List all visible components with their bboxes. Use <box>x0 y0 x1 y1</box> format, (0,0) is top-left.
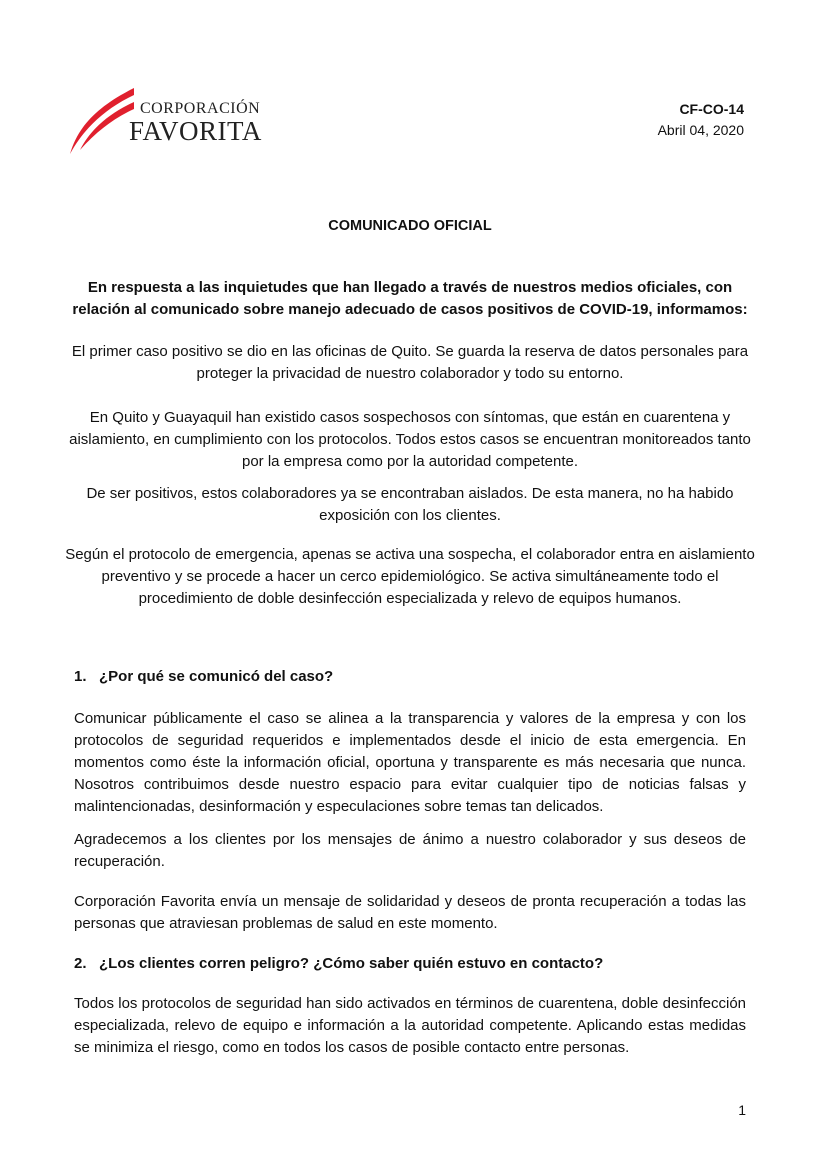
document-reference <box>658 99 744 141</box>
section-2-paragraph-1: Todos los protocolos de seguridad han sido activados en términos de cuarentena, doble desinfección especializada, relevo de equipo e información a la autoridad competente. Aplicando estas medidas se minimiza el riesgo, como en todos los casos de posible contacto entre personas. <box>74 995 746 1056</box>
logo-swoosh-icon <box>68 84 138 156</box>
paragraph-isolation: De ser positivos, estos colaboradores ya se encontraban aislados. De esta manera, no ha habido exposición con los clientes. <box>86 485 734 524</box>
document-code: CF-CO-14 <box>679 101 744 117</box>
section-heading-2 <box>74 953 603 975</box>
section-title-1: ¿Por qué se comunicó del caso? <box>99 668 334 685</box>
logo-text-corporacion: CORPORACIÓN <box>140 100 261 117</box>
logo-text-favorita: FAVORITA <box>129 116 262 146</box>
paragraph-emergency-protocol: Según el protocolo de emergencia, apenas se activa una sospecha, el colaborador entra en aislamiento preventivo y se procede a hacer un cerco epidemiológico. Se activa simultáneamente todo el procedimiento de doble desinfección especializada y relevo de equipos humanos. <box>65 546 755 607</box>
paragraph-first-case: El primer caso positivo se dio en las oficinas de Quito. Se guarda la reserva de datos personales para proteger la privacidad de nuestro colaborador y todo su entorno. <box>71 343 749 382</box>
section-number-1: 1. <box>74 668 87 685</box>
company-logo <box>68 84 278 156</box>
section-1-paragraph-2: Agradecemos a los clientes por los mensajes de ánimo a nuestro colaborador y sus deseos de recuperación. <box>74 831 746 870</box>
section-number-2: 2. <box>74 955 87 972</box>
document-date: Abril 04, 2020 <box>657 122 744 138</box>
paragraph-suspected-cases: En Quito y Guayaquil han existido casos sospechosos con síntomas, que están en cuarentena y aislamiento, en cumplimiento con los protocolos. Todos estos casos se encuentran monitoreados tanto por la empresa como por la autoridad competente. <box>69 409 751 470</box>
section-1-paragraph-1: Comunicar públicamente el caso se alinea a la transparencia y valores de la empresa y con los protocolos de seguridad requeridos e implementados desde el inicio de esta emergencia. En momentos como éste la información oficial, oportuna y transparente es más necesaria que nunca. Nosotros contribuimos desde nuestro espacio para evitar cualquier tipo de noticias falsas y malintencionadas, desinformación y especulaciones sobre temas tan delicados. <box>74 710 746 815</box>
page-number: 1 <box>738 1102 746 1118</box>
section-1-paragraph-3: Corporación Favorita envía un mensaje de solidaridad y deseos de pronta recuperación a todas las personas que atraviesan problemas de salud en este momento. <box>74 893 746 932</box>
document-title: COMUNICADO OFICIAL <box>328 218 492 234</box>
section-heading-1 <box>74 666 333 688</box>
section-title-2: ¿Los clientes corren peligro? ¿Cómo saber quién estuvo en contacto? <box>99 955 604 972</box>
intro-statement: En respuesta a las inquietudes que han llegado a través de nuestros medios oficiales, con relación al comunicado sobre manejo adecuado de casos positivos de COVID-19, informamos: <box>72 279 748 318</box>
